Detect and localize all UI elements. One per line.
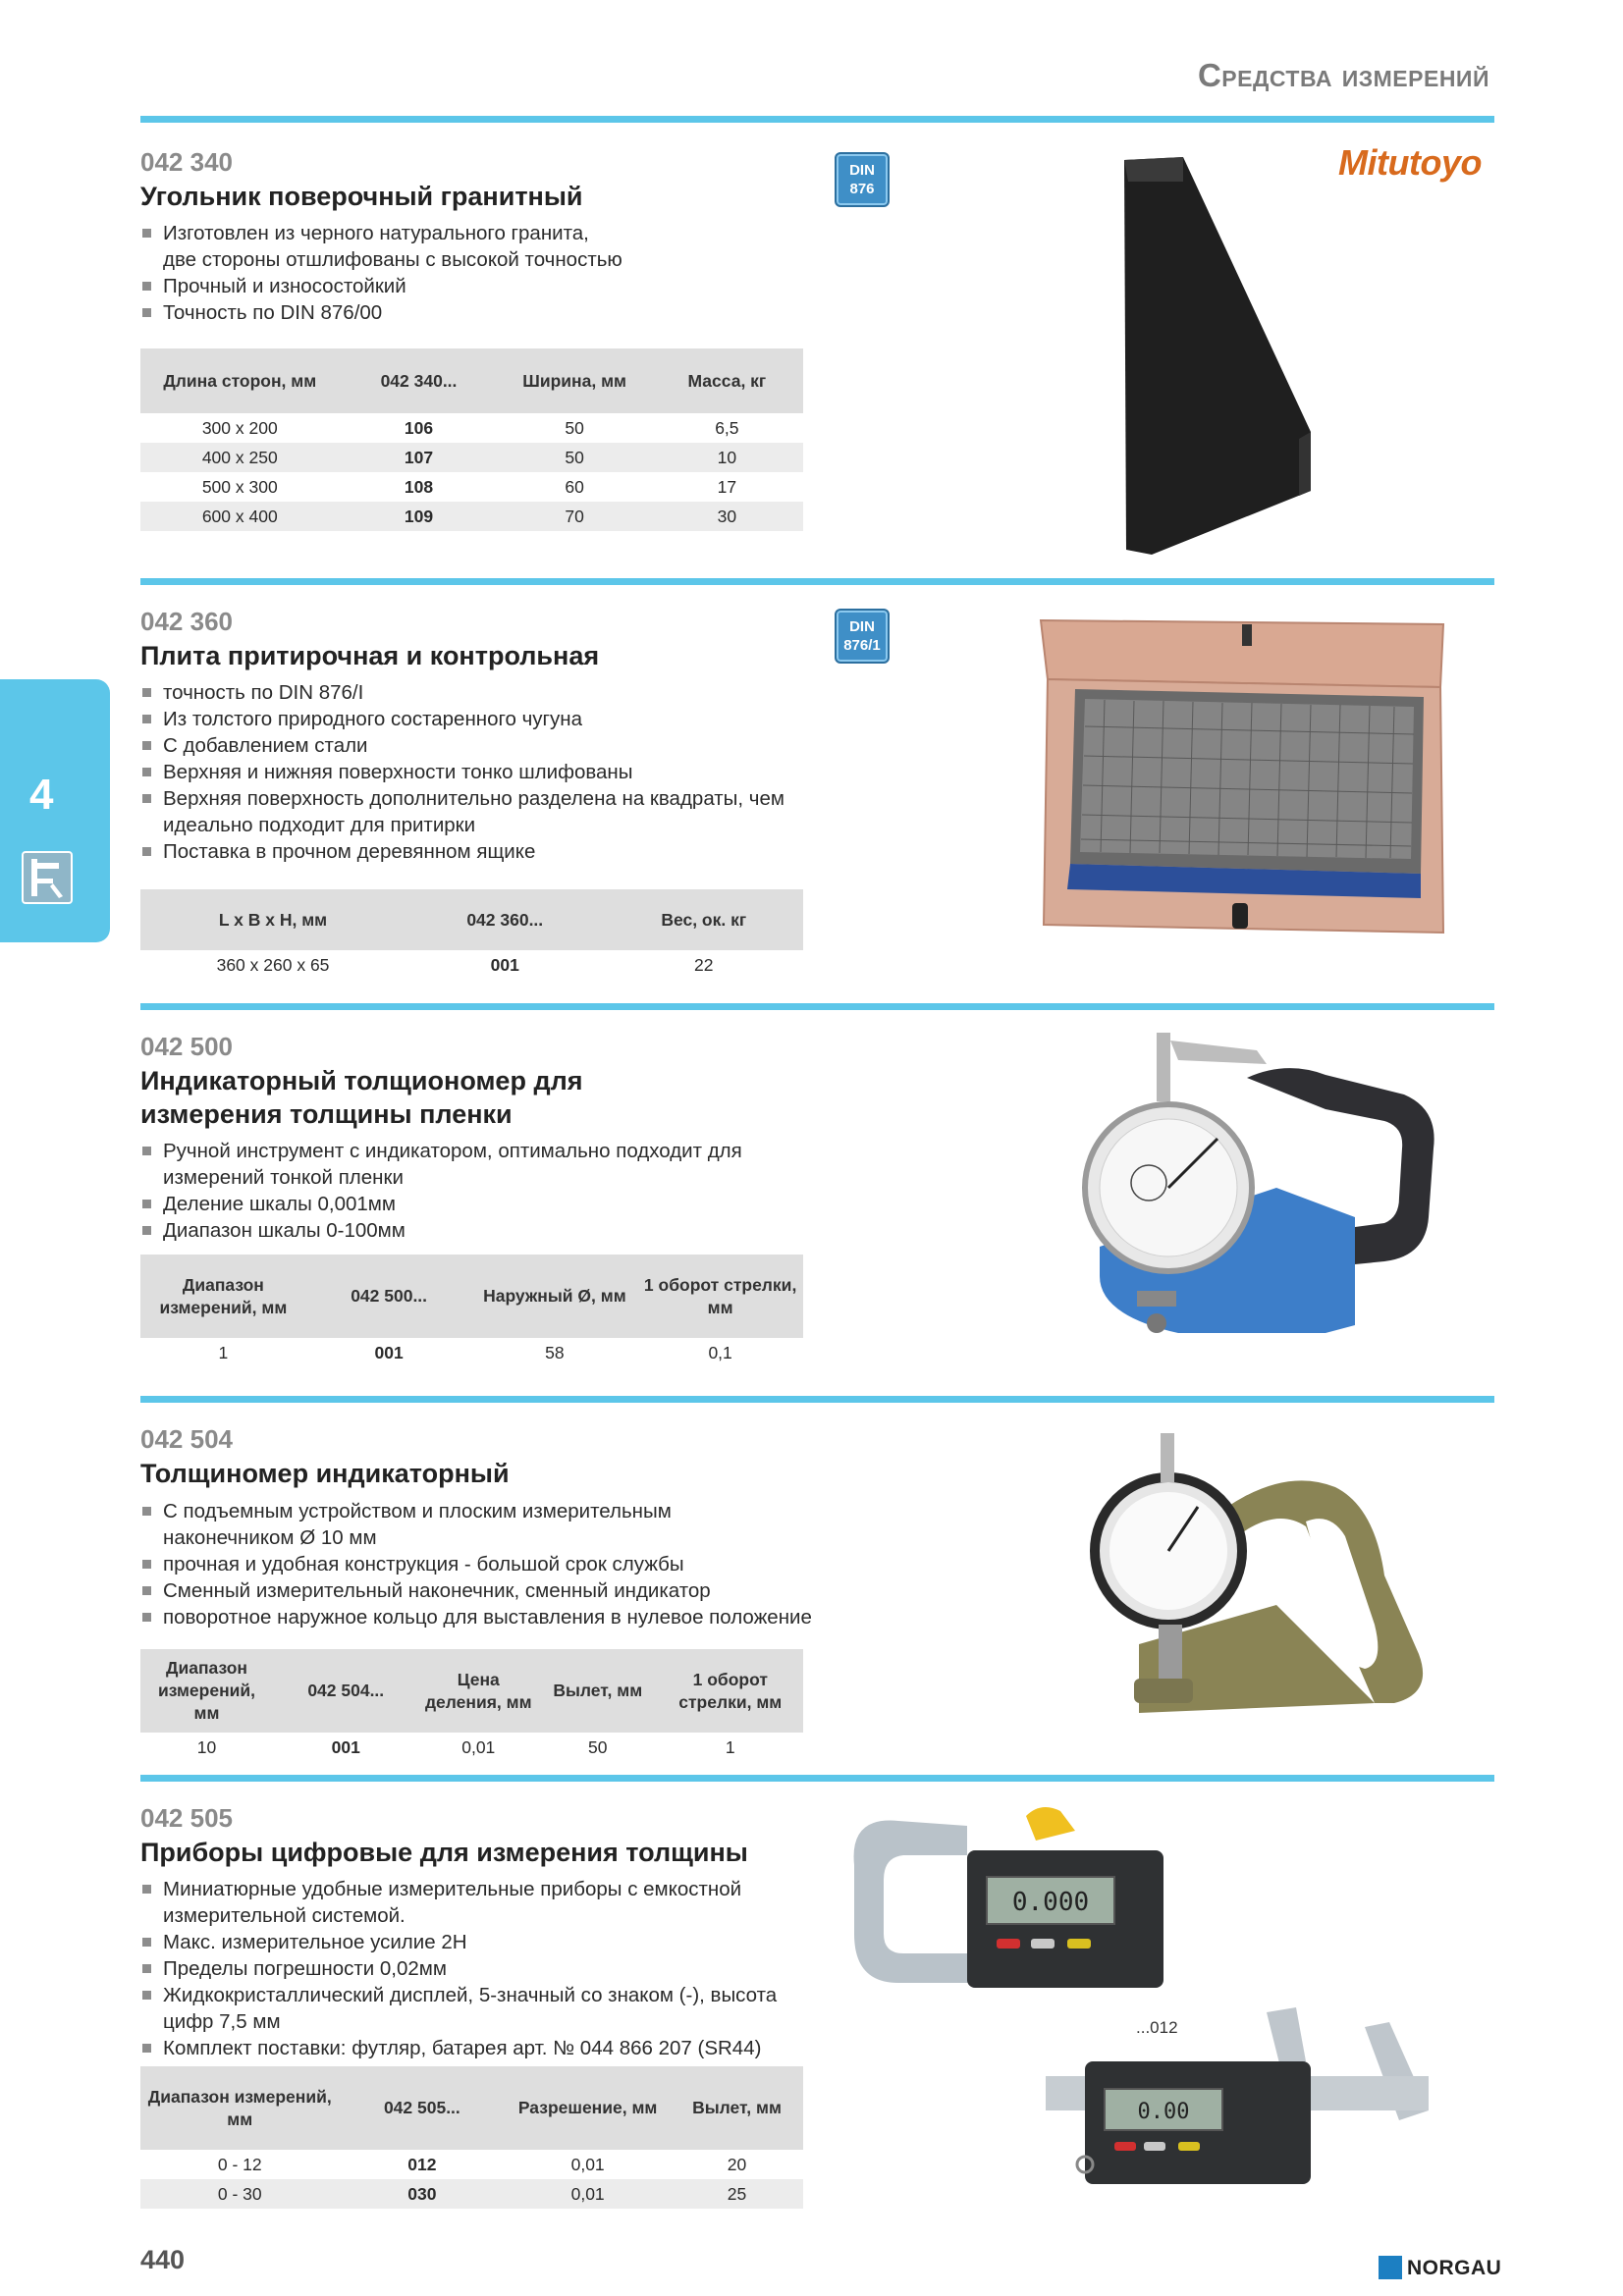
col-header: 042 360... [406,889,605,950]
feature-item: Пределы погрешности 0,02мм [140,1955,779,1982]
table-row: 0 - 12 012 0,01 20 [217,2154,747,2174]
norgau-logo-mark [1379,2256,1402,2279]
film-thickness-gauge-image [1060,1021,1453,1374]
table-row: 500 x 300 108 60 17 [201,476,737,497]
feature-item: Миниатюрные удобные измерительные приборы с емкостной измерительной системой. [140,1876,779,1929]
lcd-readout: 0.00 [1137,2100,1190,2124]
mitutoyo-logo: Mitutoyo [1338,142,1482,183]
col-header: 1 оборот стрелки, мм [658,1649,804,1733]
table-row: 10 001 0,01 50 1 [196,1736,735,1757]
section-divider [140,1775,1494,1782]
product-code: 042 500 [140,1032,233,1061]
col-header: Вес, ок. кг [605,889,804,950]
spec-table [140,2066,803,2209]
col-header: Диапазон измерений, мм [140,2066,340,2150]
col-header: 042 504... [273,1649,419,1733]
digital-gauge-012-image [839,1806,1173,2002]
feature-item: Жидкокристаллический дисплей, 5-значный со знаком (-), высота цифр 7,5 мм [140,1982,779,2035]
feature-item: Прочный и износостойкий [140,273,808,299]
spec-table [140,889,803,980]
section-divider [140,1003,1494,1010]
table-row: 400 x 250 107 50 10 [140,443,803,472]
product-code: 042 360 [140,607,233,636]
digital-gauge-030-image [1041,2002,1434,2189]
col-header: Масса, кг [651,348,803,413]
granite-square-image [1114,152,1321,560]
table-row: 1 001 58 0,1 [218,1342,732,1362]
image-label: ...012 [1136,2018,1178,2037]
product-code: 042 504 [140,1424,233,1454]
product-code: 042 340 [140,147,233,177]
product-code: 042 505 [140,1803,233,1833]
chapter-number: 4 [29,771,54,819]
feature-item: Сменный измерительный наконечник, сменный индикатор [140,1577,847,1604]
col-header: Цена деления, мм [419,1649,539,1733]
product-title: Приборы цифровые для измерения толщины [140,1838,748,1867]
feature-item: Диапазон шкалы 0-100мм [140,1217,749,1244]
col-header: Ширина, мм [499,348,651,413]
din-badge: DIN 876 [835,152,890,207]
col-header: 042 505... [340,2066,506,2150]
col-header: 042 340... [340,348,499,413]
feature-item: Комплект поставки: футляр, батарея арт. № 044 866 207 (SR44) [140,2035,779,2061]
feature-item: Поставка в прочном деревянном ящике [140,838,808,865]
col-header: Наружный Ø, мм [472,1255,638,1338]
page-number: 440 [140,2245,186,2274]
feature-item: Верхняя и нижняя поверхности тонко шлифованы [140,759,808,785]
dial-thickness-gauge-image [1080,1428,1453,1762]
feature-list [140,1876,779,2061]
feature-item: Верхняя поверхность дополнительно разделена на квадраты, чем идеально подходит для притирки [140,785,808,838]
table-row: 360 x 260 x 65 001 22 [216,954,714,975]
col-header: Вылет, мм [538,1649,658,1733]
feature-item: точность по DIN 876/I [140,679,808,706]
feature-list [140,220,808,326]
page-header-title: Средства измерений [1197,57,1489,93]
feature-list [140,1138,749,1244]
col-header: Диапазон измерений, мм [140,1649,273,1733]
table-row: 0 - 30 030 0,01 25 [140,2179,803,2209]
feature-item: Деление шкалы 0,001мм [140,1191,749,1217]
feature-item: поворотное наружное кольцо для выставления в нулевое положение [140,1604,847,1630]
feature-item: Макс. измерительное усилие 2Н [140,1929,779,1955]
col-header: 042 500... [306,1255,472,1338]
feature-item: Изготовлен из черного натурального гранита, две стороны отшлифованы с высокой точностью [140,220,808,273]
spec-table [140,348,803,531]
table-row: 600 x 400 109 70 30 [140,502,803,531]
spec-table [140,1649,803,1762]
din-badge: DIN 876/1 [835,609,890,664]
col-header: Вылет, мм [671,2066,803,2150]
col-header: Разрешение, мм [505,2066,671,2150]
feature-item: С добавлением стали [140,732,808,759]
product-title: Угольник поверочный гранитный [140,182,583,211]
section-divider [140,1396,1494,1403]
norgau-logo-text: NORGAU [1407,2257,1502,2279]
col-header: Диапазон измерений, мм [140,1255,306,1338]
feature-item: Ручной инструмент с индикатором, оптимально подходит для измерений тонкой пленки [140,1138,749,1191]
feature-item: С подъемным устройством и плоским измерительным наконечником Ø 10 мм [140,1498,713,1551]
col-header: 1 оборот стрелки, мм [637,1255,803,1338]
lapping-plate-case-image [1036,618,1448,942]
lcd-readout: 0.000 [1011,1888,1090,1917]
col-header: Длина сторон, мм [140,348,340,413]
col-header: L x B x H, мм [140,889,406,950]
caliper-icon [22,851,73,904]
section-divider [140,578,1494,585]
spec-table [140,1255,803,1367]
feature-list [140,679,808,865]
feature-list [140,1498,847,1630]
product-title: Плита притирочная и контрольная [140,641,600,670]
feature-item: прочная и удобная конструкция - большой срок службы [140,1551,847,1577]
table-row: 300 x 200 106 50 6,5 [201,417,739,438]
feature-item: Точность по DIN 876/00 [140,299,808,326]
product-title: Индикаторный толщиономер для измерения толщины пленки [140,1066,583,1129]
product-title: Толщиномер индикаторный [140,1459,510,1488]
feature-item: Из толстого природного состаренного чугуна [140,706,808,732]
section-divider [140,116,1494,123]
